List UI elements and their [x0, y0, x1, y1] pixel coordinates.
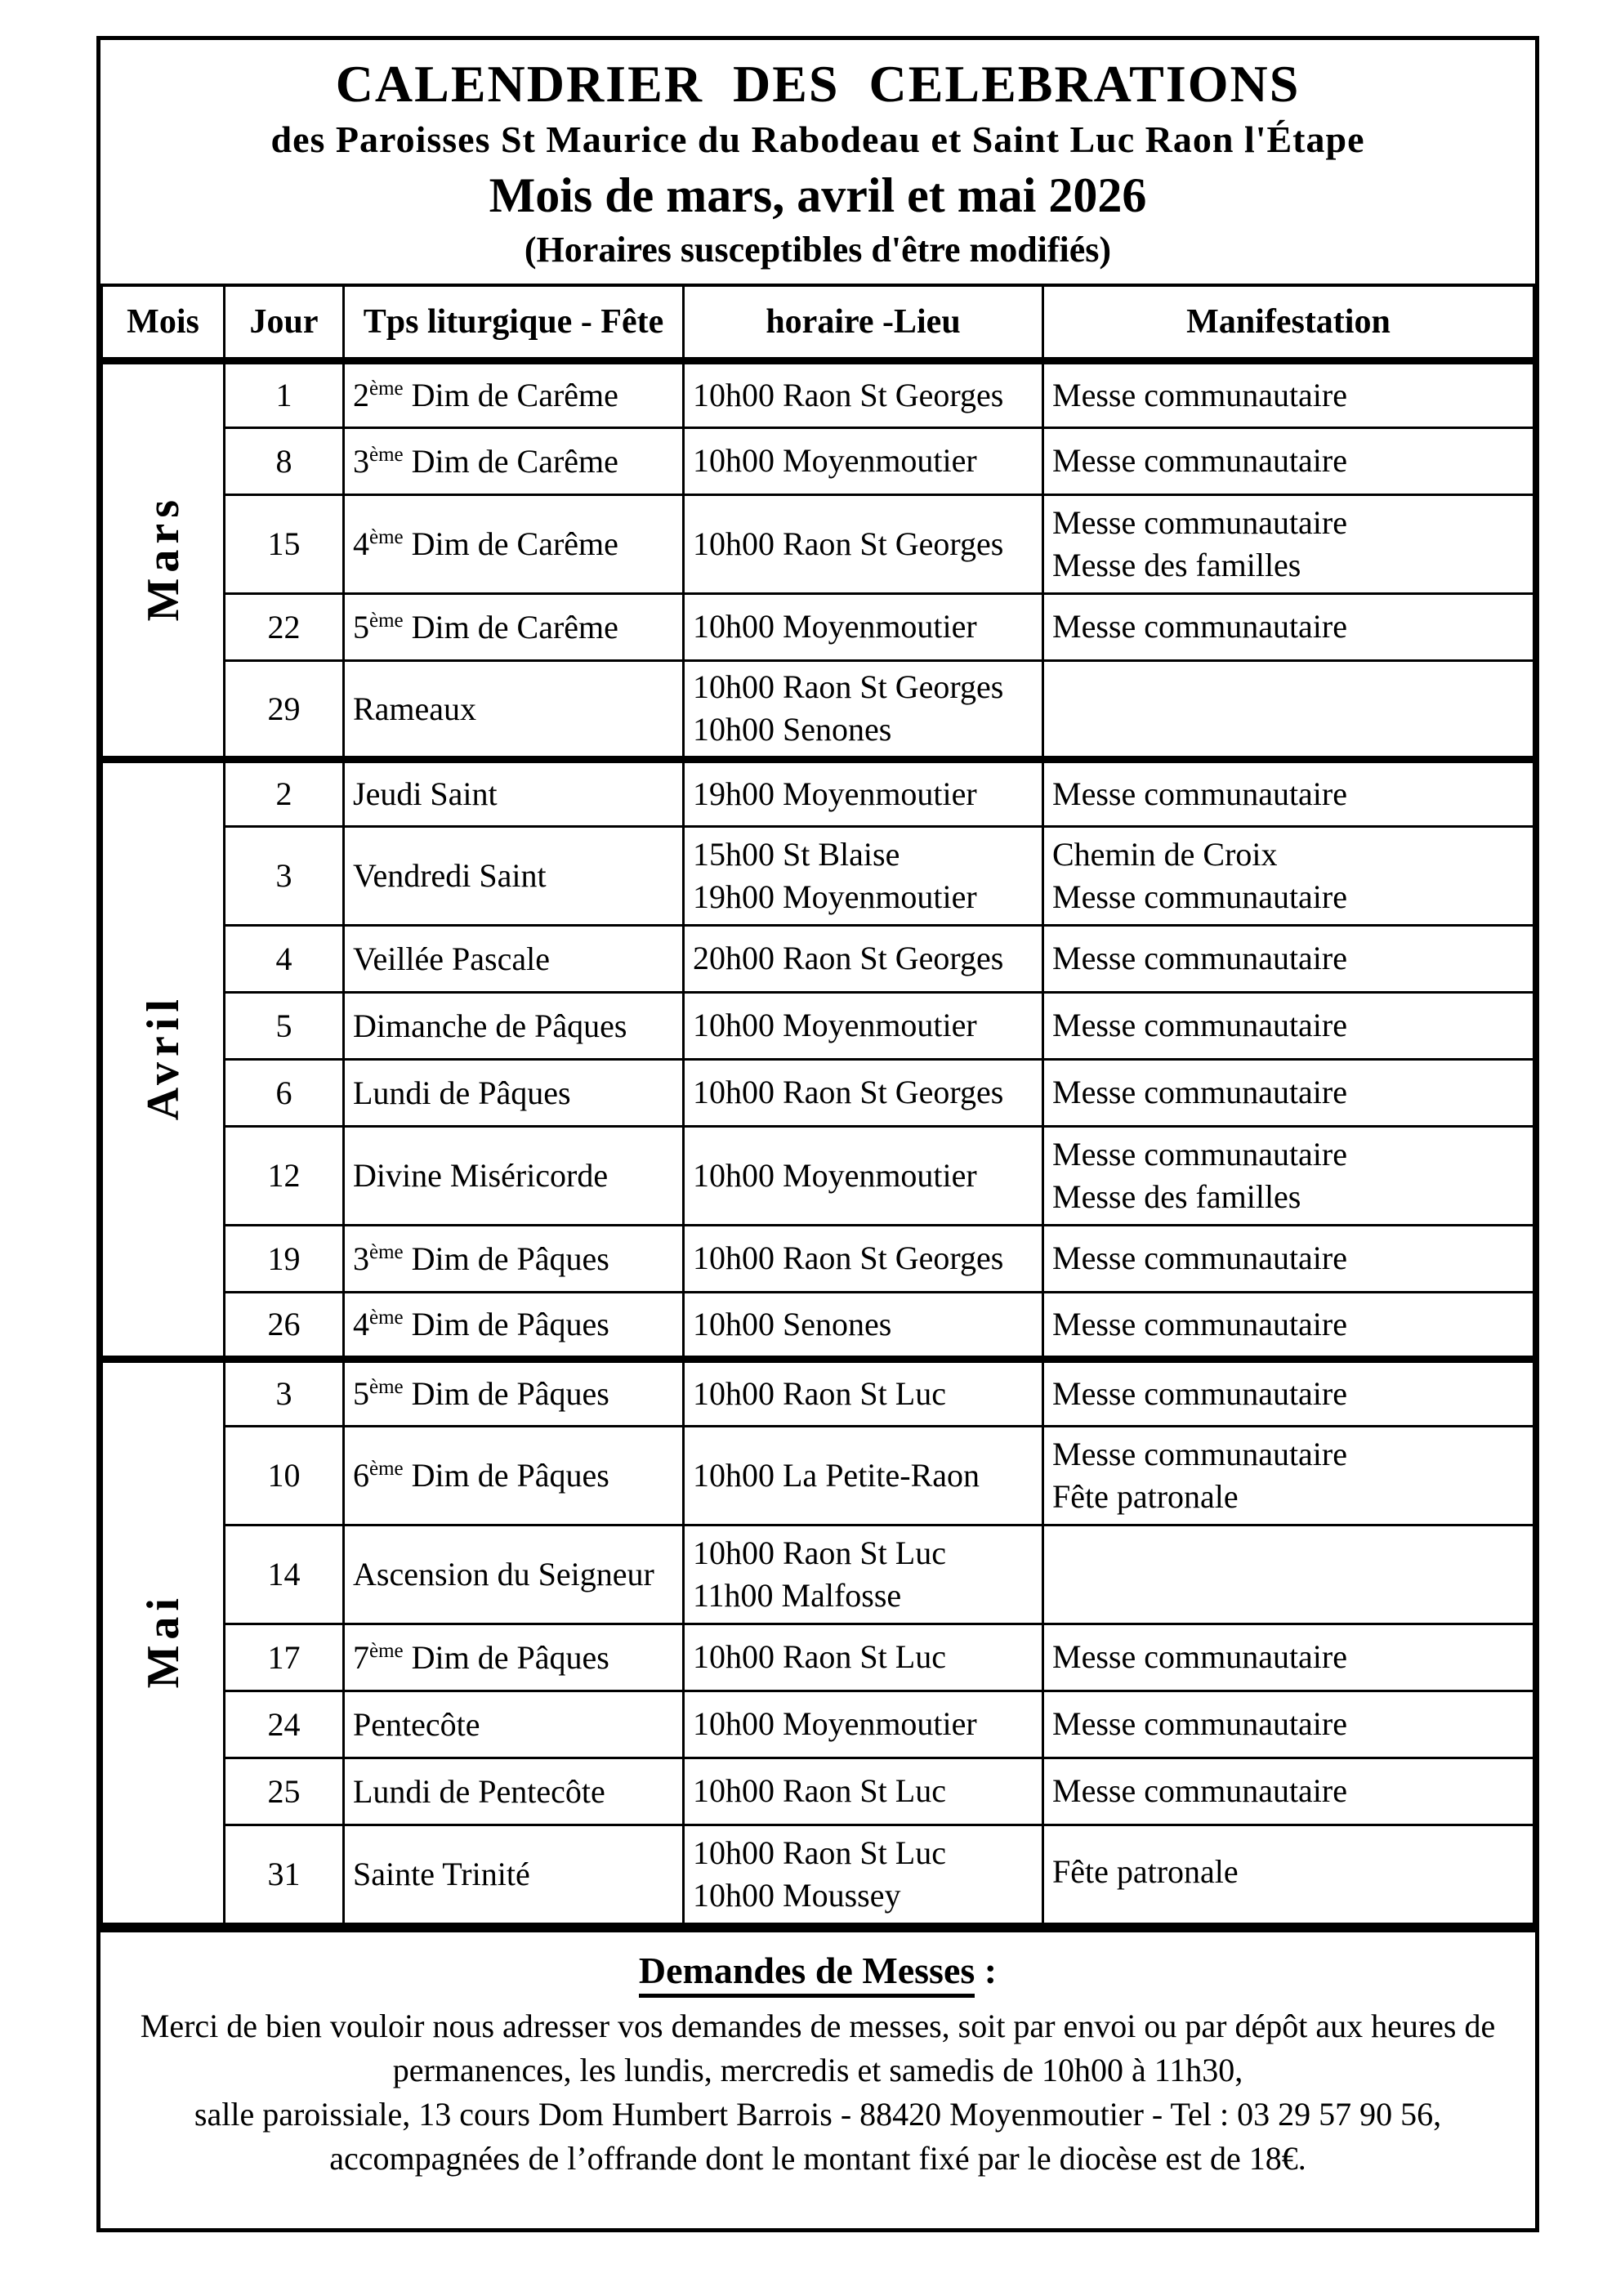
feast-cell: 7ème Dim de Pâques [344, 1624, 684, 1691]
time-place-line: 10h00 Raon St Georges [693, 525, 1004, 562]
table-row [102, 360, 1534, 427]
table-row [102, 759, 1534, 826]
time-place-line: 10h00 Moyenmoutier [693, 1156, 977, 1194]
footer-line: accompagnées de l’offrande dont le montant fixé par le diocèse est de 18€. [329, 2139, 1306, 2177]
manifestation-line: Messe communautaire [1052, 1435, 1347, 1472]
day-cell: 4 [225, 925, 344, 992]
manifestation-cell [1043, 360, 1534, 427]
manifestation-line: Messe communautaire [1052, 1772, 1347, 1809]
time-place-line: 10h00 Moyenmoutier [693, 1007, 977, 1043]
table-row [102, 427, 1534, 494]
table-row [102, 1359, 1534, 1426]
table-row [102, 1691, 1534, 1758]
manifestation-line: Messe communautaire [1052, 1007, 1347, 1043]
document-period: Mois de mars, avril et mai 2026 [489, 168, 1147, 222]
footer-heading-colon: : [975, 1949, 998, 1991]
feast-cell: 5ème Dim de Carême [344, 593, 684, 660]
manifestation-line: Messe communautaire [1052, 376, 1347, 413]
month-label: Mai [137, 1592, 189, 1689]
manifestation-cell [1043, 1426, 1534, 1525]
schedule-note: (Horaires susceptibles d'être modifiés) [524, 230, 1112, 270]
time-place-line: 15h00 St Blaise [693, 835, 900, 873]
time-place-line: 10h00 Raon St Luc [693, 1534, 946, 1571]
document-subtitle: des Paroisses St Maurice du Rabodeau et Saint Luc Raon l'Étape [270, 118, 1365, 160]
time-place-cell [684, 494, 1043, 593]
feast-cell: Lundi de Pentecôte [344, 1758, 684, 1825]
feast-cell: Veillée Pascale [344, 925, 684, 992]
manifestation-cell [1043, 925, 1534, 992]
document-title: CALENDRIER DES CELEBRATIONS [335, 55, 1301, 113]
time-place-line: 10h00 Raon St Luc [693, 1772, 946, 1809]
table-row [102, 1525, 1534, 1624]
manifestation-cell [1043, 494, 1534, 593]
day-cell: 8 [225, 427, 344, 494]
footer-heading [133, 1944, 1502, 1998]
table-row [102, 992, 1534, 1059]
document-frame [96, 36, 1539, 2232]
time-place-cell [684, 1691, 1043, 1758]
day-cell: 26 [225, 1292, 344, 1359]
manifestation-cell [1043, 1691, 1534, 1758]
column-header-manifestation: Manifestation [1043, 285, 1534, 360]
time-place-line: 10h00 Raon St Georges [693, 1074, 1004, 1110]
time-place-line: 10h00 Raon St Luc [693, 1834, 946, 1871]
day-cell: 2 [225, 759, 344, 826]
footer-line: Merci de bien vouloir nous adresser vos demandes de messes, soit par envoi ou par dépôt aux heures de [140, 2007, 1496, 2044]
time-place-cell [684, 360, 1043, 427]
manifestation-line: Messe communautaire [1052, 1240, 1347, 1276]
manifestation-cell [1043, 1825, 1534, 1923]
time-place-cell [684, 759, 1043, 826]
time-place-cell [684, 1292, 1043, 1359]
footer-heading-text: Demandes de Messes [639, 1950, 975, 1998]
table-row [102, 660, 1534, 759]
day-cell: 5 [225, 992, 344, 1059]
manifestation-cell [1043, 1225, 1534, 1292]
feast-cell: 3ème Dim de Pâques [344, 1225, 684, 1292]
day-cell: 22 [225, 593, 344, 660]
day-cell: 3 [225, 1359, 344, 1426]
table-row [102, 826, 1534, 925]
day-cell: 14 [225, 1525, 344, 1624]
month-cell [102, 360, 225, 759]
manifestation-cell [1043, 1624, 1534, 1691]
footer-line: permanences, les lundis, mercredis et samedis de 10h00 à 11h30, [392, 2051, 1243, 2088]
celebrations-table [100, 284, 1535, 1925]
feast-cell: Rameaux [344, 660, 684, 759]
manifestation-cell [1043, 826, 1534, 925]
feast-cell: 4ème Dim de Pâques [344, 1292, 684, 1359]
column-header-tps-liturgique: Tps liturgique - Fête [344, 285, 684, 360]
day-cell: 25 [225, 1758, 344, 1825]
table-body [102, 360, 1534, 1923]
manifestation-line: Messe des familles [1052, 546, 1301, 583]
time-place-line: 20h00 Raon St Georges [693, 940, 1004, 976]
month-label: Avril [137, 993, 189, 1121]
footer-text [133, 2004, 1502, 2181]
time-place-line: 10h00 Senones [693, 711, 892, 748]
time-place-line: 10h00 Raon St Georges [693, 668, 1004, 705]
manifestation-cell [1043, 593, 1534, 660]
feast-cell: 5ème Dim de Pâques [344, 1359, 684, 1426]
table-row [102, 1758, 1534, 1825]
table-row [102, 1225, 1534, 1292]
time-place-cell [684, 1059, 1043, 1126]
time-place-line: 10h00 La Petite-Raon [693, 1456, 980, 1494]
feast-cell: Divine Miséricorde [344, 1126, 684, 1225]
time-place-cell [684, 925, 1043, 992]
month-cell [102, 1359, 225, 1923]
time-place-line: 10h00 Raon St Georges [693, 1240, 1004, 1276]
time-place-cell [684, 1225, 1043, 1292]
time-place-cell [684, 1825, 1043, 1923]
feast-cell: Pentecôte [344, 1691, 684, 1758]
day-cell: 12 [225, 1126, 344, 1225]
column-header-jour: Jour [225, 285, 344, 360]
manifestation-line: Messe communautaire [1052, 503, 1347, 541]
manifestation-cell [1043, 1126, 1534, 1225]
manifestation-line: Messe communautaire [1052, 1305, 1347, 1342]
time-place-line: 10h00 Moyenmoutier [693, 1705, 977, 1742]
time-place-cell [684, 593, 1043, 660]
manifestation-line: Messe communautaire [1052, 1638, 1347, 1675]
manifestation-line: Chemin de Croix [1052, 835, 1278, 873]
table-header [102, 285, 1534, 360]
time-place-line: 19h00 Moyenmoutier [693, 878, 977, 915]
document-footer [100, 1925, 1535, 2228]
manifestation-line: Messe communautaire [1052, 1705, 1347, 1742]
day-cell: 10 [225, 1426, 344, 1525]
footer-line: salle paroissiale, 13 cours Dom Humbert Barrois - 88420 Moyenmoutier - Tel : 03 29 57 90 56, [194, 2095, 1442, 2133]
column-header-mois: Mois [102, 285, 225, 360]
table-row [102, 494, 1534, 593]
feast-cell: 3ème Dim de Carême [344, 427, 684, 494]
manifestation-cell [1043, 660, 1534, 759]
feast-cell: 2ème Dim de Carême [344, 360, 684, 427]
feast-cell: Lundi de Pâques [344, 1059, 684, 1126]
manifestation-line: Fête patronale [1052, 1477, 1239, 1515]
month-cell [102, 759, 225, 1359]
time-place-line: 10h00 Raon St Georges [693, 376, 1004, 413]
feast-cell: Ascension du Seigneur [344, 1525, 684, 1624]
table-row [102, 593, 1534, 660]
manifestation-line: Messe communautaire [1052, 442, 1347, 479]
time-place-cell [684, 1758, 1043, 1825]
time-place-cell [684, 1126, 1043, 1225]
time-place-cell [684, 826, 1043, 925]
manifestation-cell [1043, 992, 1534, 1059]
time-place-line: 10h00 Raon St Luc [693, 1638, 946, 1675]
manifestation-line: Messe communautaire [1052, 608, 1347, 645]
table-header-row [102, 285, 1534, 360]
manifestation-line: Fête patronale [1052, 1852, 1239, 1890]
manifestation-cell [1043, 1359, 1534, 1426]
manifestation-cell [1043, 427, 1534, 494]
manifestation-cell [1043, 1059, 1534, 1126]
time-place-cell [684, 427, 1043, 494]
time-place-cell [684, 660, 1043, 759]
day-cell: 3 [225, 826, 344, 925]
day-cell: 19 [225, 1225, 344, 1292]
feast-cell: Sainte Trinité [344, 1825, 684, 1923]
table-row [102, 1292, 1534, 1359]
manifestation-cell [1043, 1292, 1534, 1359]
time-place-line: 10h00 Moyenmoutier [693, 608, 977, 645]
table-row [102, 1624, 1534, 1691]
column-header-horaire-lieu: horaire -Lieu [684, 285, 1043, 360]
time-place-line: 19h00 Moyenmoutier [693, 775, 977, 812]
feast-cell: 6ème Dim de Pâques [344, 1426, 684, 1525]
table-row [102, 1126, 1534, 1225]
feast-cell: Jeudi Saint [344, 759, 684, 826]
day-cell: 1 [225, 360, 344, 427]
manifestation-cell [1043, 1525, 1534, 1624]
feast-cell: Dimanche de Pâques [344, 992, 684, 1059]
time-place-cell [684, 1359, 1043, 1426]
table-row [102, 1059, 1534, 1126]
time-place-cell [684, 992, 1043, 1059]
day-cell: 17 [225, 1624, 344, 1691]
manifestation-line: Messe communautaire [1052, 940, 1347, 976]
day-cell: 15 [225, 494, 344, 593]
manifestation-line: Messe communautaire [1052, 878, 1347, 915]
time-place-cell [684, 1525, 1043, 1624]
time-place-cell [684, 1426, 1043, 1525]
day-cell: 24 [225, 1691, 344, 1758]
table-row [102, 1825, 1534, 1923]
time-place-cell [684, 1624, 1043, 1691]
manifestation-cell [1043, 1758, 1534, 1825]
manifestation-line: Messe communautaire [1052, 1135, 1347, 1173]
day-cell: 6 [225, 1059, 344, 1126]
manifestation-line: Messe communautaire [1052, 1374, 1347, 1412]
day-cell: 31 [225, 1825, 344, 1923]
feast-cell: 4ème Dim de Carême [344, 494, 684, 593]
time-place-line: 10h00 Moyenmoutier [693, 442, 977, 479]
manifestation-line: Messe des familles [1052, 1177, 1301, 1215]
month-label: Mars [137, 494, 189, 622]
time-place-line: 10h00 Senones [693, 1305, 892, 1342]
time-place-line: 10h00 Moussey [693, 1876, 901, 1914]
manifestation-line: Messe communautaire [1052, 1074, 1347, 1110]
table-row [102, 925, 1534, 992]
time-place-line: 11h00 Malfosse [693, 1576, 902, 1614]
time-place-line: 10h00 Raon St Luc [693, 1374, 946, 1412]
manifestation-line: Messe communautaire [1052, 775, 1347, 812]
manifestation-cell [1043, 759, 1534, 826]
table-row [102, 1426, 1534, 1525]
document-header [100, 40, 1535, 284]
feast-cell: Vendredi Saint [344, 826, 684, 925]
day-cell: 29 [225, 660, 344, 759]
